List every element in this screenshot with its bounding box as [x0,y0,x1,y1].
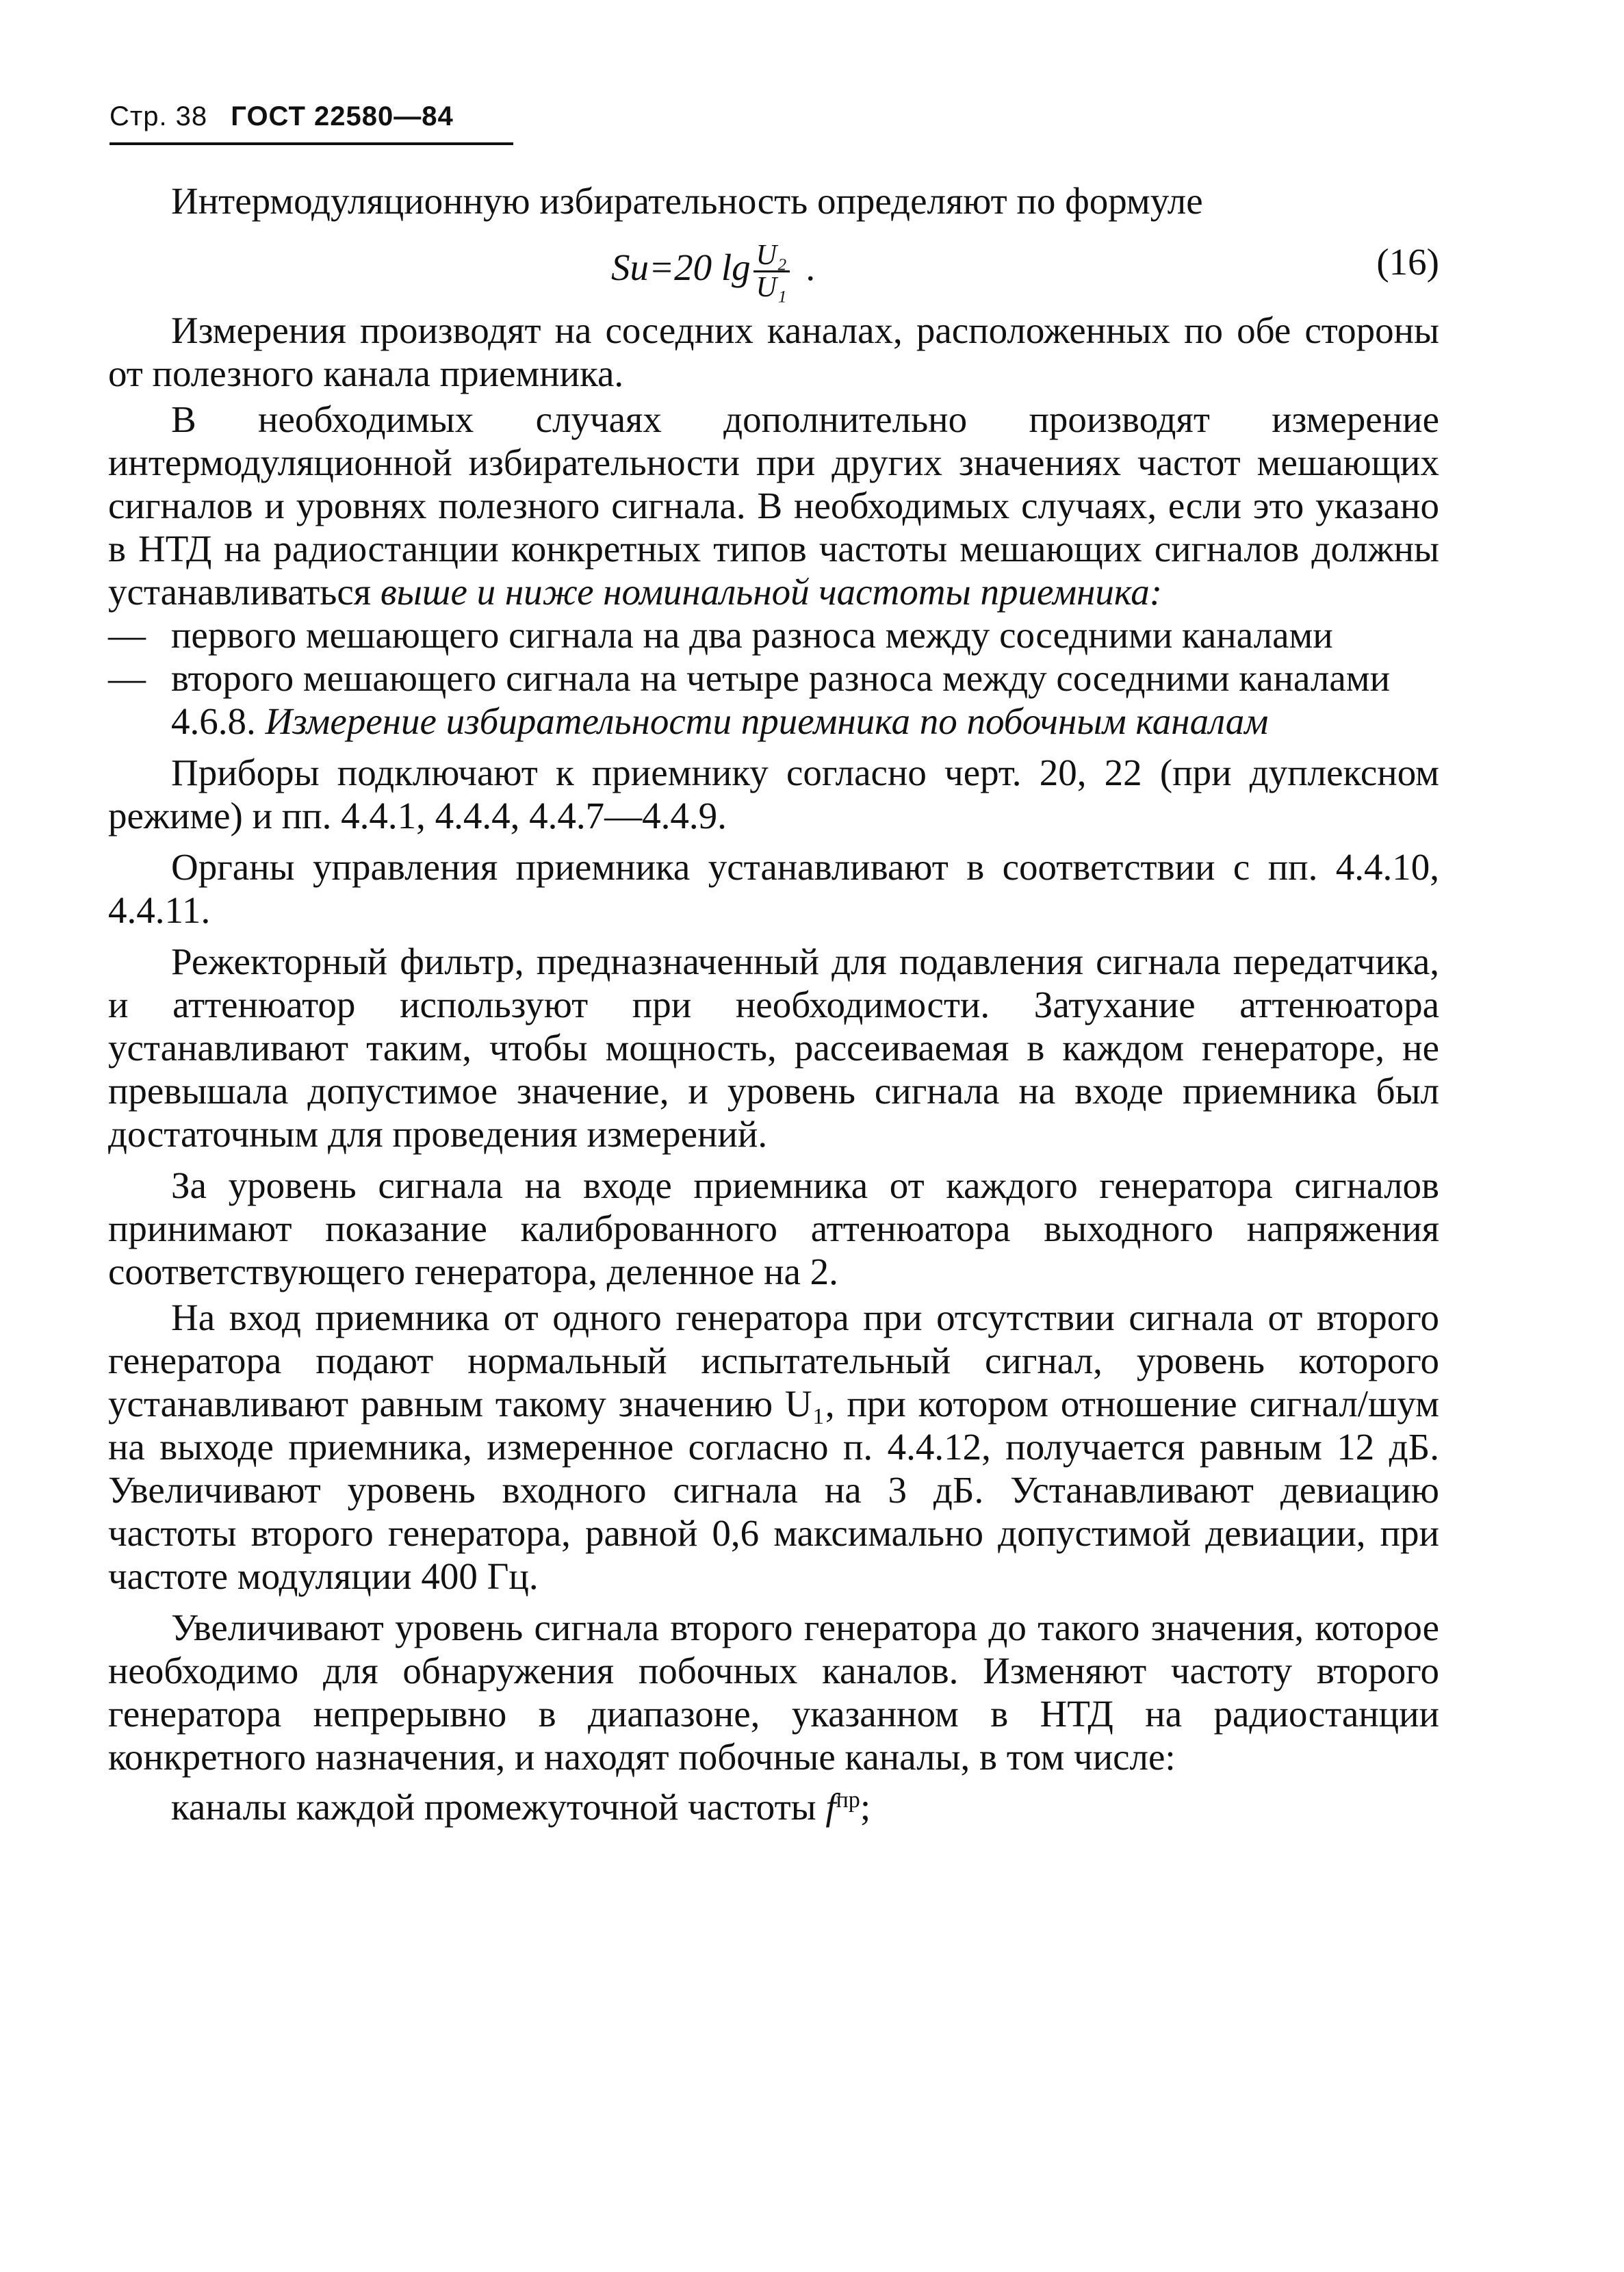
formula-trailing: . [805,246,816,289]
document-body [108,179,1439,1828]
paragraph-instruments: Приборы подключают к приемнику согласно черт. 20, 22 (при дуплексном режиме) и пп. 4.4.1, 4.4.4, 4.4.7—4.4.9. [108,752,1439,837]
formula-denominator: U₁ [756,272,787,303]
dash-marker: — [108,657,146,699]
if-channels-text: каналы каждой промежуточной частоты [171,1786,826,1828]
list-item-second-signal [108,656,1439,700]
formula-fraction [753,240,790,303]
list-item-first-signal [108,613,1439,656]
section-title: Измерение избирательности приемника по побочным каналам [265,700,1269,742]
section-heading-4-6-8 [108,700,1439,743]
paragraph-procedure: На вход приемника от одного генератора при отсутствии сигнала от второго генератора подают нормальный испытательный сигнал, уровень которого устанавливают равным такому значению U₁, при котором отношение сигнал/шум на выходе приемника, измеренное согласно п. 4.4.12, получается равным 12 дБ. Увеличивают уровень входного сигнала на 3 дБ. Устанавливают девиацию частоты второго генератора, равной 0,6 максимально допустимой девиации, при частоте модуляции 400 Гц. [108,1297,1439,1597]
page-header [109,101,454,132]
paragraph-additional-italic: выше и ниже номинальной частоты приемника: [380,571,1163,613]
formula-lhs: Sи=20 lg [611,246,751,289]
list-item-text: первого мешающего сигнала на два разноса между соседними каналами [171,614,1333,656]
formula-numerator: U₂ [753,240,790,272]
if-symbol: f [825,1786,836,1828]
paragraph-neighbor-channels: Измерения производят на соседних каналах, расположенных по обе стороны от полезного канала приемника. [108,309,1439,394]
intro-paragraph: Интермодуляционную избирательность определяют по формуле [171,180,1203,222]
section-number: 4.6.8. [171,700,266,742]
paragraph-spurious-channels: Увеличивают уровень сигнала второго генератора до такого значения, которое необходимо для обнаружения побочных каналов. Изменяют частоту второго генератора непрерывно в диапазоне, указанном в НТД на радиостанции конкретного назначения, и находят побочные каналы, в том числе: [108,1607,1439,1778]
paragraph-notch-filter: Режекторный фильтр, предназначенный для подавления сигнала передатчика, и аттенюатор используют при необходимости. Затухание аттенюатора устанавливают таким, чтобы мощность, рассеиваемая в каждом генераторе, не превышала допустимое значение, и уровень сигнала на входе приемника был достаточным для проведения измерений. [108,941,1439,1155]
if-superscript: пр [836,1787,860,1813]
paragraph-additional-measurement [108,398,1439,613]
header-rule [109,142,513,145]
paragraph-additional-text: В необходимых случаях дополнительно производят измерение интермодуляционной избирательности при других значениях частот мешающих сигналов и уровнях полезного сигнала. В необходимых случаях, если это указано в НТД на радиостанции конкретных типов частоты мешающих сигналов должны устанавливаться [108,398,1439,613]
page-number: Стр. 38 [109,101,208,131]
formula-number: (16) [1376,241,1439,283]
list-item-text: второго мешающего сигнала на четыре разноса между соседними каналами [171,657,1391,699]
formula-expression [611,240,815,303]
formula-16 [108,225,1439,303]
paragraph-if-channels [108,1778,1439,1828]
paragraph-signal-level: За уровень сигнала на входе приемника от каждого генератора сигналов принимают показание калиброванного аттенюатора выходного напряжения соответствующего генератора, деленное на 2. [108,1164,1439,1292]
paragraph-controls: Органы управления приемника устанавливают в соответствии с пп. 4.4.10, 4.4.11. [108,846,1439,931]
dash-marker: — [108,614,146,656]
if-end: ; [860,1786,871,1828]
standard-id: ГОСТ 22580—84 [231,101,454,131]
